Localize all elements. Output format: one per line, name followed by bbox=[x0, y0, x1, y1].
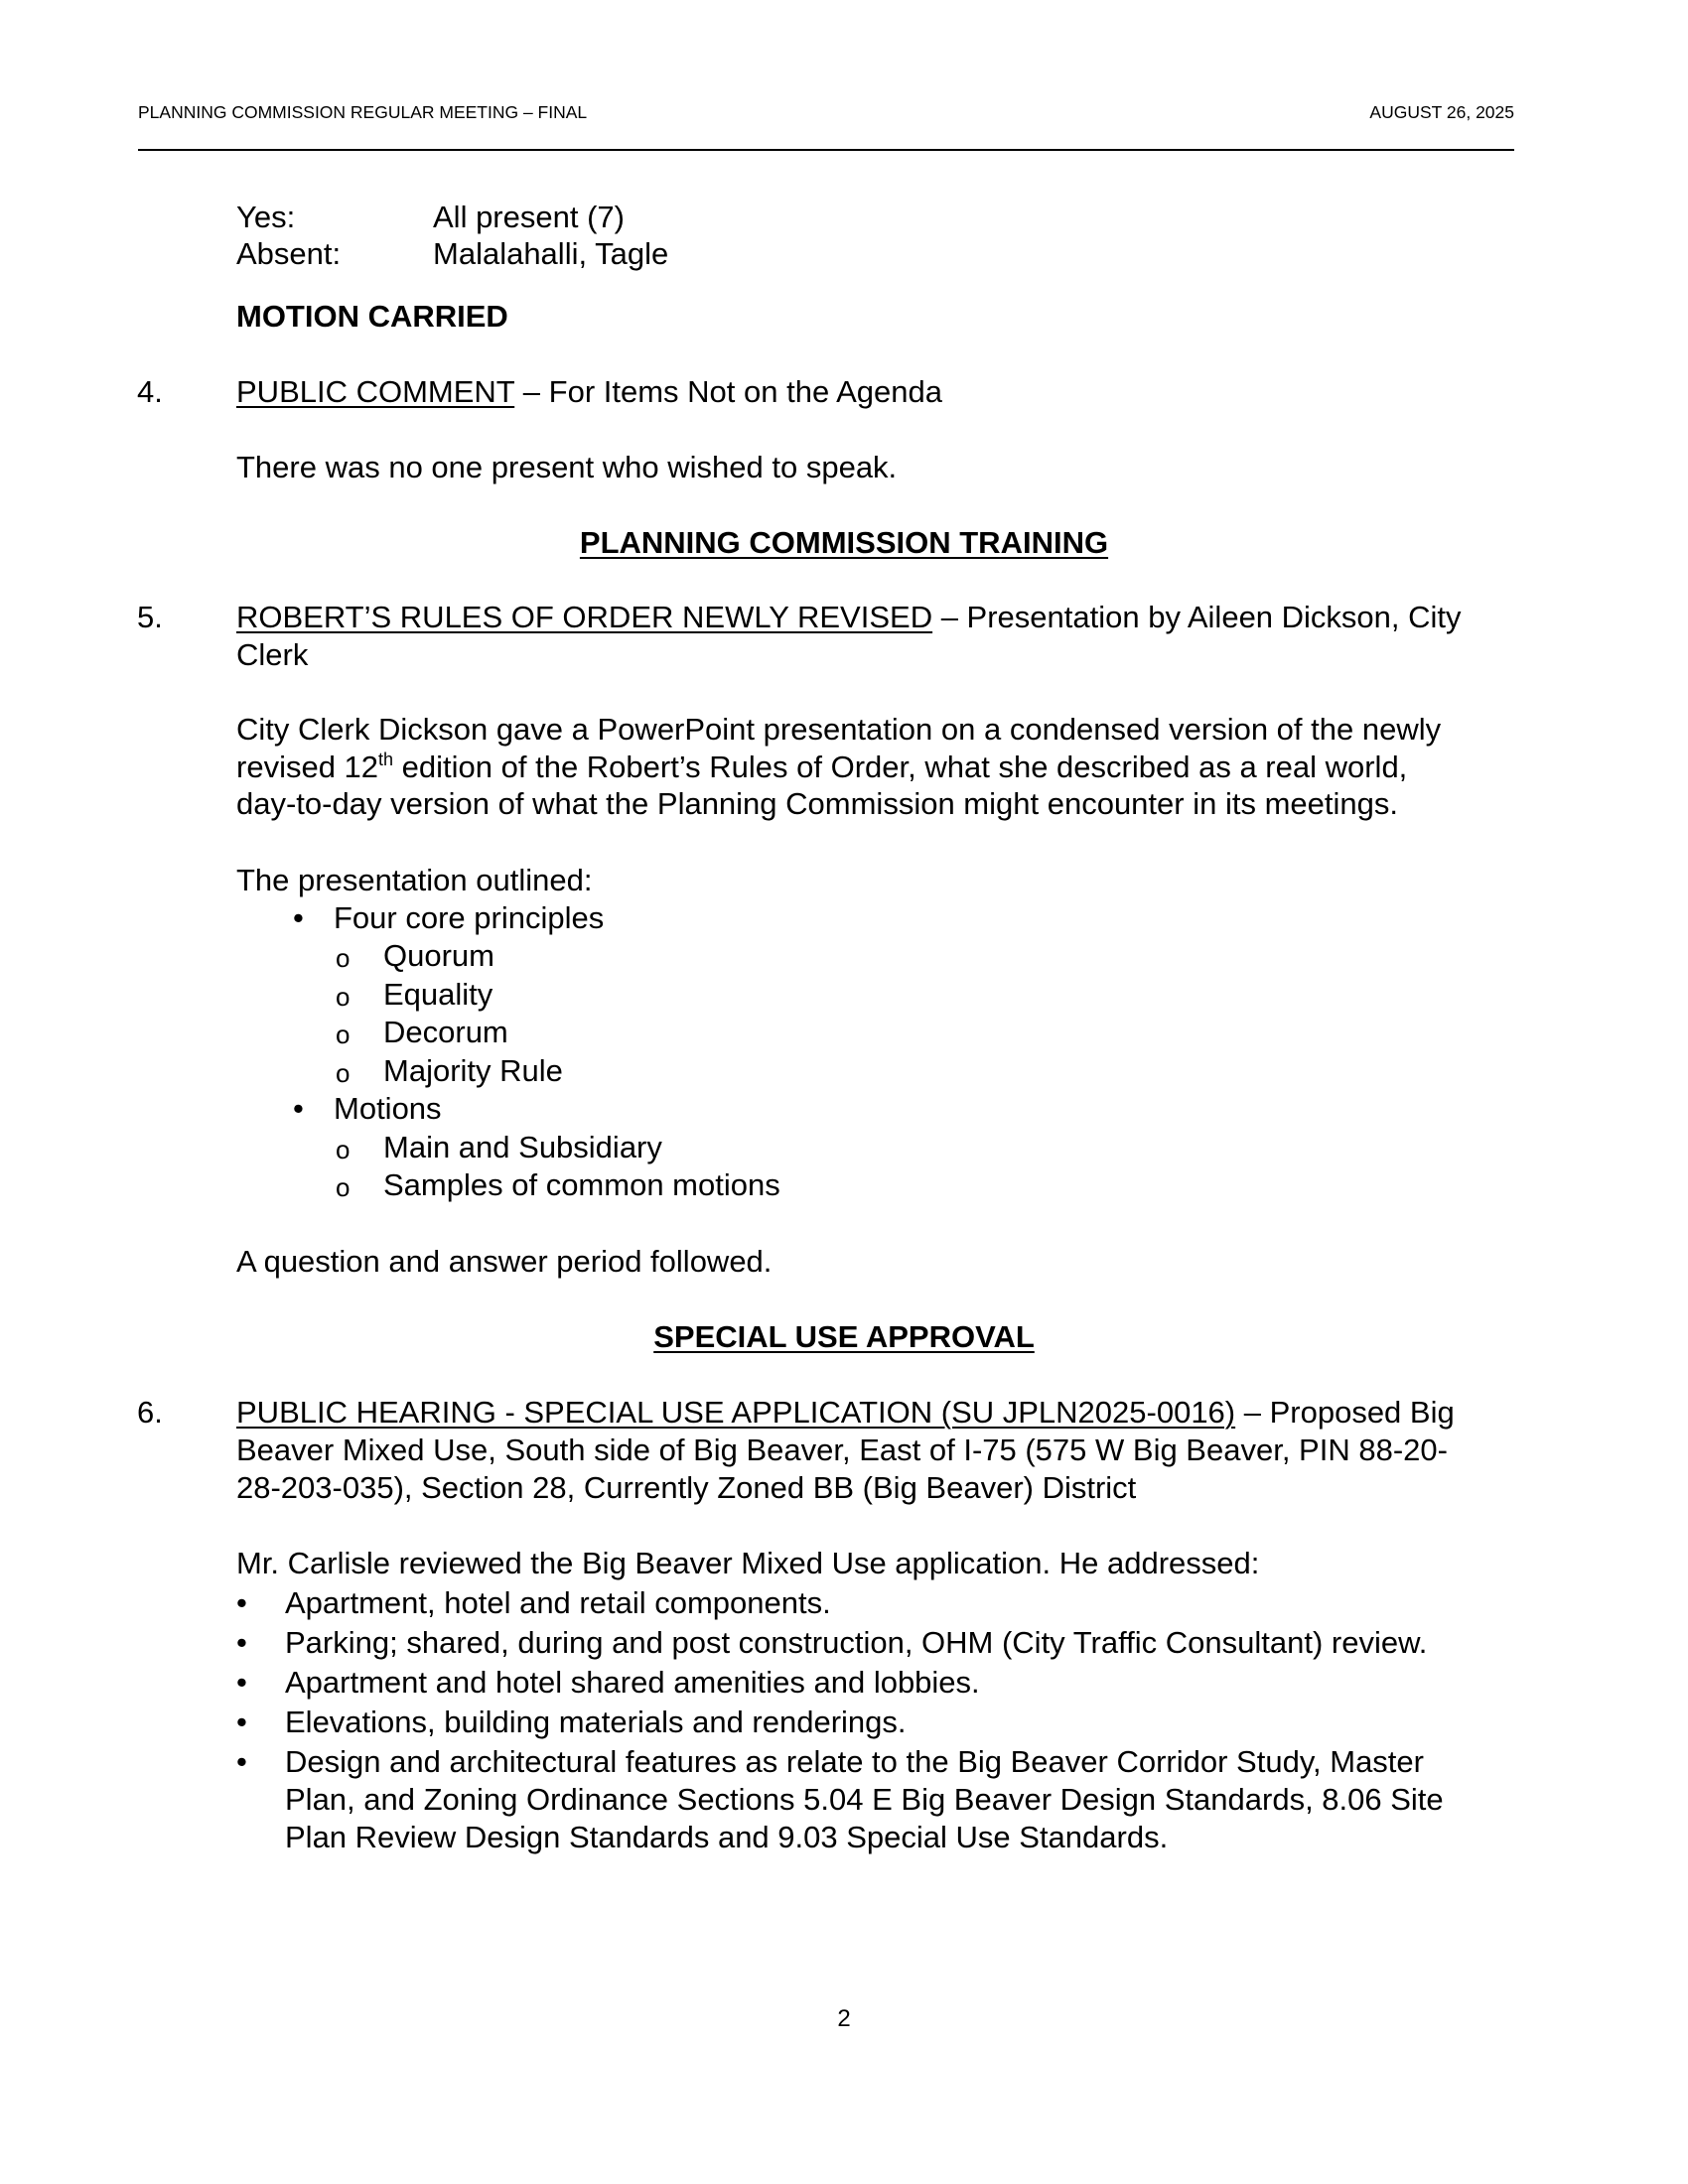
sub-bullet-icon: o bbox=[336, 1135, 351, 1164]
review-item-line: Plan, and Zoning Ordinance Sections 5.04 E Big Beaver Design Standards, 8.06 Site bbox=[285, 1782, 1444, 1817]
outline-item: Four core principles bbox=[334, 900, 605, 935]
item-5-title: ROBERT’S RULES OF ORDER NEWLY REVISED bbox=[236, 600, 933, 634]
para-text: revised 12 bbox=[236, 750, 379, 784]
outline-subitem: Majority Rule bbox=[383, 1053, 563, 1088]
bullet-icon: • bbox=[236, 1625, 247, 1660]
item-5-para-line-2 bbox=[236, 749, 1557, 786]
item-5-subtitle-cont: Clerk bbox=[236, 637, 309, 672]
bullet-icon: • bbox=[236, 1665, 247, 1700]
header-date: AUGUST 26, 2025 bbox=[1369, 102, 1514, 122]
bullet-icon: • bbox=[236, 1585, 247, 1620]
section-heading-training-text: PLANNING COMMISSION TRAINING bbox=[579, 525, 1109, 560]
item-6-intro: Mr. Carlisle reviewed the Big Beaver Mixed Use application. He addressed: bbox=[236, 1546, 1260, 1580]
vote-absent-value: Malalahalli, Tagle bbox=[433, 236, 669, 271]
item-6-heading bbox=[236, 1394, 1557, 1432]
sub-bullet-icon: o bbox=[336, 1058, 351, 1088]
outline-subitem: Samples of common motions bbox=[383, 1167, 780, 1202]
vote-yes-value: All present (7) bbox=[433, 200, 625, 234]
section-heading-training bbox=[0, 524, 1688, 562]
bullet-icon: • bbox=[236, 1744, 247, 1779]
item-5-para-line-1: City Clerk Dickson gave a PowerPoint presentation on a condensed version of the newly bbox=[236, 712, 1442, 747]
page-number: 2 bbox=[837, 2005, 851, 2032]
review-item: Apartment and hotel shared amenities and lobbies. bbox=[285, 1665, 980, 1700]
review-item: Elevations, building materials and renderings. bbox=[285, 1705, 907, 1739]
para-text: edition of the Robert’s Rules of Order, what she described as a real world, bbox=[393, 750, 1408, 784]
vote-yes-label: Yes: bbox=[236, 200, 296, 234]
section-heading-special-use bbox=[0, 1318, 1688, 1356]
outline-subitem: Quorum bbox=[383, 938, 494, 973]
review-item: Parking; shared, during and post construction, OHM (City Traffic Consultant) review. bbox=[285, 1625, 1428, 1660]
bullet-icon: • bbox=[236, 1705, 247, 1739]
motion-result: MOTION CARRIED bbox=[236, 299, 508, 334]
item-6-number: 6. bbox=[137, 1395, 163, 1430]
item-6-heading-line-3: 28-203-035), Section 28, Currently Zoned BB (Big Beaver) District bbox=[236, 1470, 1137, 1505]
page-header bbox=[138, 102, 1514, 123]
outline-item: Motions bbox=[334, 1091, 442, 1126]
item-6-title: PUBLIC HEARING - SPECIAL USE APPLICATION (SU JPLN2025-0016) bbox=[236, 1395, 1236, 1430]
sub-bullet-icon: o bbox=[336, 1020, 351, 1049]
item-4-subtitle: – For Items Not on the Agenda bbox=[514, 374, 942, 409]
outline-subitem: Decorum bbox=[383, 1015, 508, 1049]
review-item: Apartment, hotel and retail components. bbox=[285, 1585, 831, 1620]
item-5-para-line-3: day-to-day version of what the Planning Commission might encounter in its meetings. bbox=[236, 786, 1398, 821]
outline-subitem: Equality bbox=[383, 977, 493, 1012]
sub-bullet-icon: o bbox=[336, 943, 351, 973]
section-heading-special-use-text: SPECIAL USE APPROVAL bbox=[653, 1319, 1035, 1354]
outline-intro: The presentation outlined: bbox=[236, 863, 593, 897]
item-4-body: There was no one present who wished to speak. bbox=[236, 450, 898, 484]
item-5-number: 5. bbox=[137, 600, 163, 634]
header-divider bbox=[138, 149, 1514, 151]
item-5-heading bbox=[236, 599, 1557, 636]
item-6-heading-line-2: Beaver Mixed Use, South side of Big Beaver, East of I-75 (575 W Big Beaver, PIN 88-20- bbox=[236, 1433, 1448, 1467]
item-4-heading bbox=[236, 373, 1557, 411]
bullet-icon: • bbox=[293, 900, 304, 935]
item-4-title: PUBLIC COMMENT bbox=[236, 374, 515, 409]
sub-bullet-icon: o bbox=[336, 1172, 351, 1202]
header-title: PLANNING COMMISSION REGULAR MEETING – FINAL bbox=[138, 102, 588, 122]
review-item-line: Design and architectural features as relate to the Big Beaver Corridor Study, Master bbox=[285, 1744, 1424, 1779]
review-item-line: Plan Review Design Standards and 9.03 Special Use Standards. bbox=[285, 1820, 1169, 1854]
item-5-subtitle: – Presentation by Aileen Dickson, City bbox=[932, 600, 1462, 634]
item-4-number: 4. bbox=[137, 374, 163, 409]
bullet-icon: • bbox=[293, 1091, 304, 1126]
ordinal-superscript: th bbox=[378, 750, 394, 769]
item-6-subtitle: – Proposed Big bbox=[1235, 1395, 1455, 1430]
outline-subitem: Main and Subsidiary bbox=[383, 1130, 662, 1164]
sub-bullet-icon: o bbox=[336, 982, 351, 1012]
vote-absent-label: Absent: bbox=[236, 236, 342, 271]
item-5-closing: A question and answer period followed. bbox=[236, 1244, 773, 1279]
